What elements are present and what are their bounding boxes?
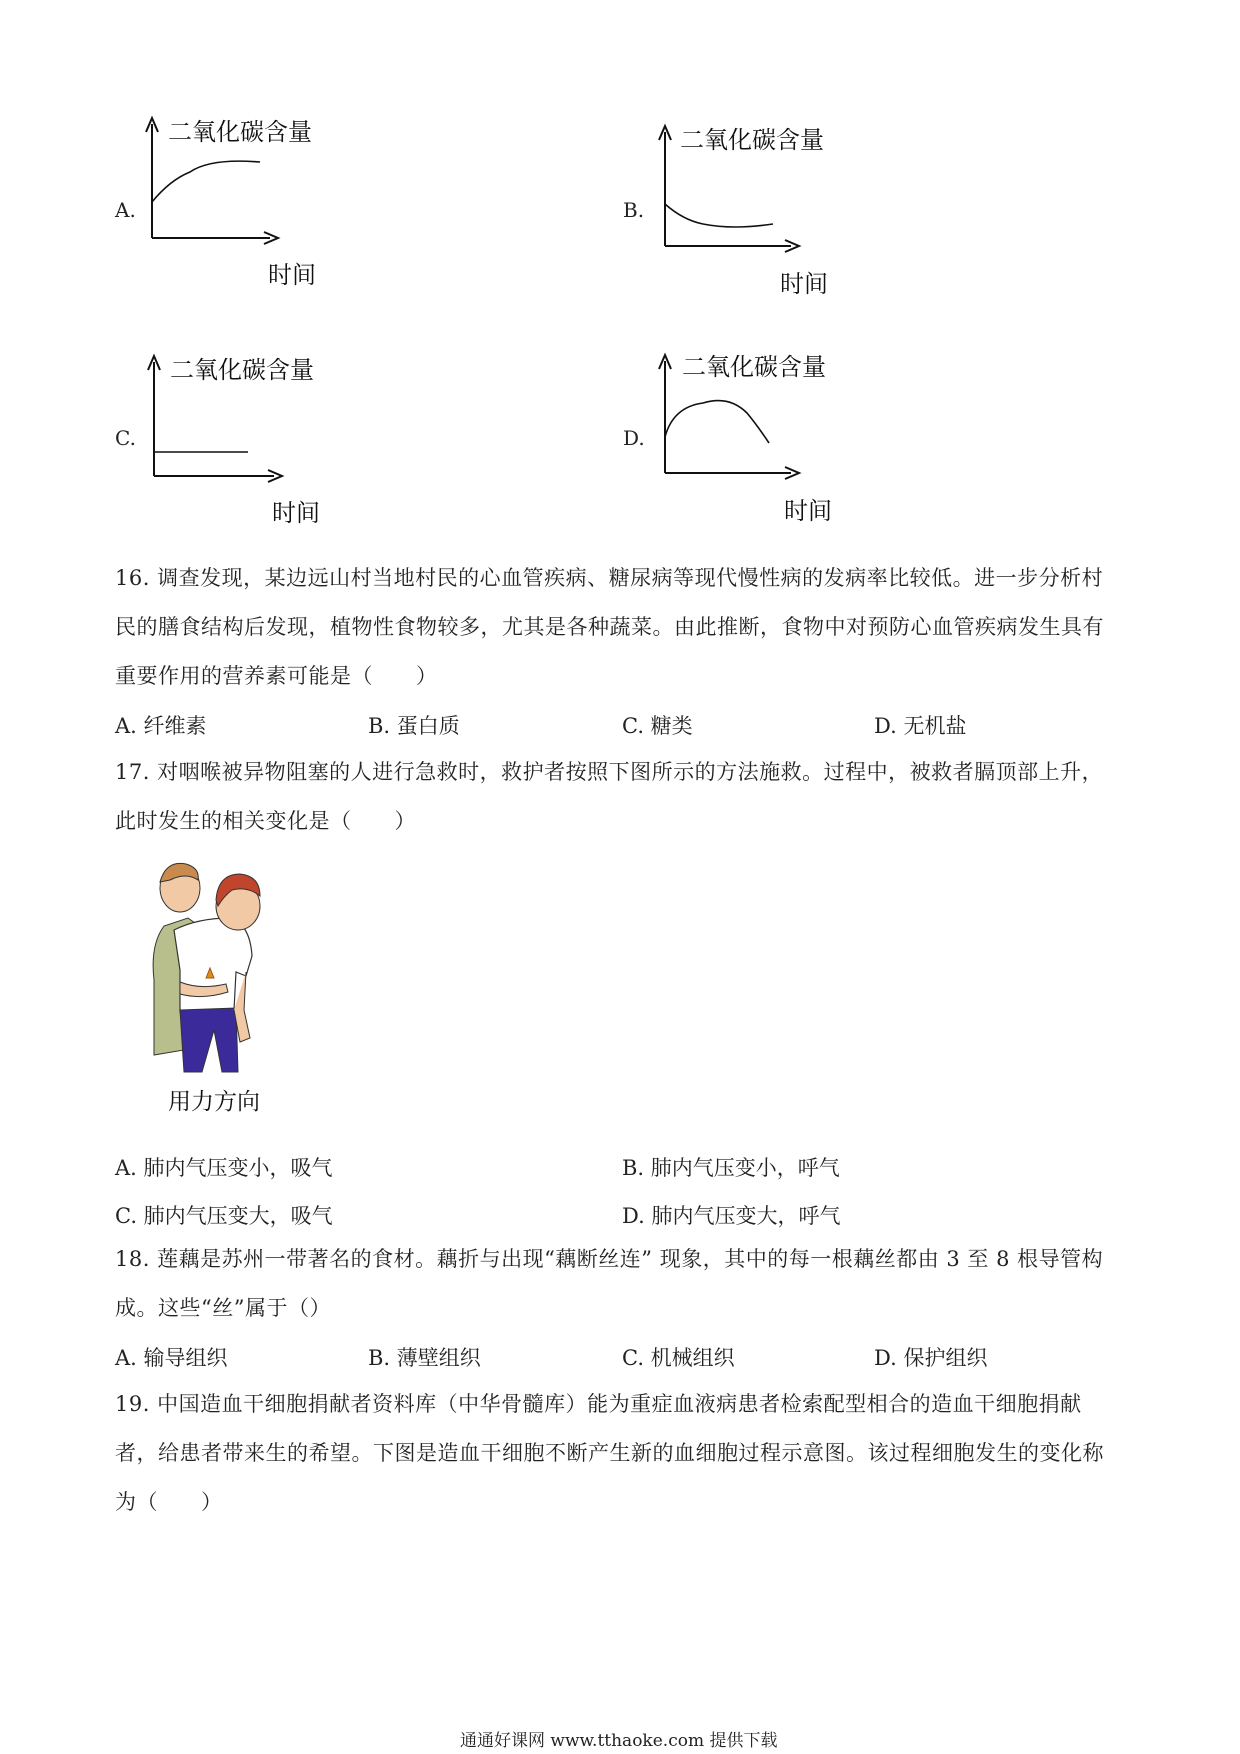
y-axis-label: 二氧化碳含量 <box>680 126 824 154</box>
option-letter: C. <box>115 426 136 450</box>
option-graph-b <box>618 118 858 298</box>
option-letter: B. <box>623 198 645 222</box>
option-letter: A. <box>115 198 136 222</box>
co2-graph-b <box>643 118 858 258</box>
x-axis-label: 时间 <box>784 497 832 525</box>
q17-option-d[interactable]: D. 肺内气压变大，呼气 <box>622 1204 841 1228</box>
q18-option-b[interactable]: B. 薄壁组织 <box>368 1346 481 1370</box>
option-letter: D. <box>623 426 645 450</box>
x-axis-label: 时间 <box>268 261 316 289</box>
q18-option-d[interactable]: D. 保护组织 <box>874 1346 988 1370</box>
option-graph-c <box>110 348 340 528</box>
y-axis-label: 二氧化碳含量 <box>170 356 314 384</box>
question-text-line: 民的膳食结构后发现，植物性食物较多，尤其是各种蔬菜。由此推断，食物中对预防心血管疾病发生具有 <box>115 615 1104 639</box>
co2-graph-a <box>130 110 340 250</box>
q17-option-a[interactable]: A. 肺内气压变小，吸气 <box>115 1156 333 1180</box>
option-graph-a <box>110 110 340 290</box>
q16-option-a[interactable]: A. 纤维素 <box>115 714 207 738</box>
x-axis-label: 时间 <box>780 270 828 298</box>
y-axis-label: 二氧化碳含量 <box>168 118 312 146</box>
heimlich-maneuver-illustration <box>140 860 280 1075</box>
q16-option-b[interactable]: B. 蛋白质 <box>368 714 460 738</box>
question-19 <box>115 1380 1104 1527</box>
q16-option-c[interactable]: C. 糖类 <box>622 714 693 738</box>
question-text-line: 重要作用的营养素可能是（ ） <box>115 664 438 688</box>
q17-option-b[interactable]: B. 肺内气压变小，呼气 <box>622 1156 840 1180</box>
co2-graph-c <box>132 348 342 488</box>
x-axis-label: 时间 <box>272 499 320 527</box>
question-text-line: 17. 对咽喉被异物阻塞的人进行急救时，救护者按照下图所示的方法施救。过程中，被救者膈顶部上升， <box>115 760 1104 784</box>
question-16 <box>115 554 1104 701</box>
question-text-line: 16. 调查发现，某边远山村当地村民的心血管疾病、糖尿病等现代慢性病的发病率比较低。进一步分析村 <box>115 566 1104 590</box>
question-text-line: 者，给患者带来生的希望。下图是造血干细胞不断产生新的血细胞过程示意图。该过程细胞发生的变化称 <box>115 1441 1104 1465</box>
question-18 <box>115 1235 1103 1333</box>
question-text-line: 19. 中国造血干细胞捐献者资料库（中华骨髓库）能为重症血液病患者检索配型相合的造血干细胞捐献 <box>115 1392 1082 1416</box>
q18-option-a[interactable]: A. 输导组织 <box>115 1346 228 1370</box>
q18-option-c[interactable]: C. 机械组织 <box>622 1346 735 1370</box>
y-axis-label: 二氧化碳含量 <box>682 353 826 381</box>
q16-option-d[interactable]: D. 无机盐 <box>874 714 967 738</box>
question-text-line: 此时发生的相关变化是（ ） <box>115 809 416 833</box>
q17-option-c[interactable]: C. 肺内气压变大，吸气 <box>115 1204 333 1228</box>
page-footer: 通通好课网 www.tthaoke.com 提供下载 <box>460 1731 778 1751</box>
question-17 <box>115 748 1103 846</box>
figure-caption: 用力方向 <box>168 1089 260 1115</box>
co2-graph-d <box>643 347 858 487</box>
question-text-line: 成。这些“丝”属于（） <box>115 1296 331 1320</box>
question-text-line: 为（ ） <box>115 1490 223 1514</box>
option-graph-d <box>618 345 858 525</box>
question-text-line: 18. 莲藕是苏州一带著名的食材。藕折与出现“藕断丝连” 现象，其中的每一根藕丝都由 3 至 8 根导管构 <box>115 1247 1104 1271</box>
